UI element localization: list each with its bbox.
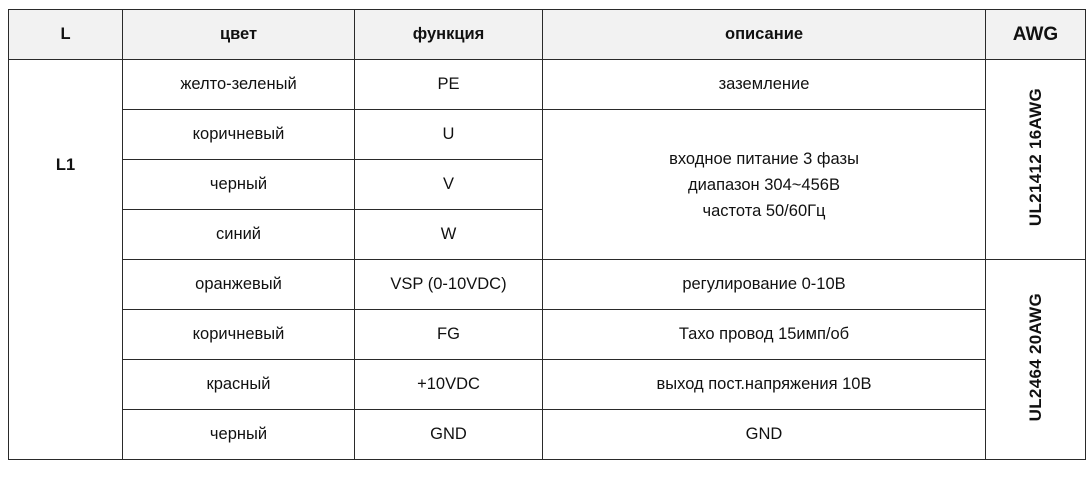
power-description-cell <box>543 110 986 260</box>
awg-power-label: UL21412 16AWG <box>1025 87 1045 227</box>
function-cell: U <box>355 110 543 160</box>
spec-table-main <box>8 9 1086 460</box>
function-cell: GND <box>355 410 543 460</box>
color-cell: коричневый <box>123 110 355 160</box>
power-description-line: частота 50/60Гц <box>702 201 826 220</box>
header-awg: AWG <box>986 10 1086 60</box>
power-description-line: входное питание 3 фазы <box>669 149 859 168</box>
description-cell: выход пост.напряжения 10В <box>543 360 986 410</box>
table-row <box>9 410 1086 460</box>
description-cell: GND <box>543 410 986 460</box>
awg-signal-cell <box>986 260 1086 460</box>
color-cell: желто-зеленый <box>123 60 355 110</box>
table-row <box>9 260 1086 310</box>
wire-spec-grid <box>8 9 1086 460</box>
color-cell: синий <box>123 210 355 260</box>
table-row <box>9 360 1086 410</box>
header-color: цвет <box>123 10 355 60</box>
color-cell: черный <box>123 160 355 210</box>
header-function: функция <box>355 10 543 60</box>
table-row <box>9 310 1086 360</box>
color-cell: оранжевый <box>123 260 355 310</box>
awg-signal-label: UL2464 20AWG <box>1025 292 1045 422</box>
function-cell: PE <box>355 60 543 110</box>
power-description-line: диапазон 304~456В <box>688 175 840 194</box>
awg-power-cell <box>986 60 1086 260</box>
table-row <box>9 110 1086 160</box>
description-cell: заземление <box>543 60 986 110</box>
table-header-row <box>9 10 1086 60</box>
group-cell: L1 <box>9 60 123 460</box>
color-cell: черный <box>123 410 355 460</box>
function-cell: FG <box>355 310 543 360</box>
color-cell: красный <box>123 360 355 410</box>
function-cell: W <box>355 210 543 260</box>
header-description: описание <box>543 10 986 60</box>
function-cell: VSP (0-10VDC) <box>355 260 543 310</box>
header-l: L <box>9 10 123 60</box>
description-cell: Тахо провод 15имп/об <box>543 310 986 360</box>
table-row <box>9 60 1086 110</box>
function-cell: +10VDC <box>355 360 543 410</box>
function-cell: V <box>355 160 543 210</box>
color-cell: коричневый <box>123 310 355 360</box>
description-cell: регулирование 0-10В <box>543 260 986 310</box>
